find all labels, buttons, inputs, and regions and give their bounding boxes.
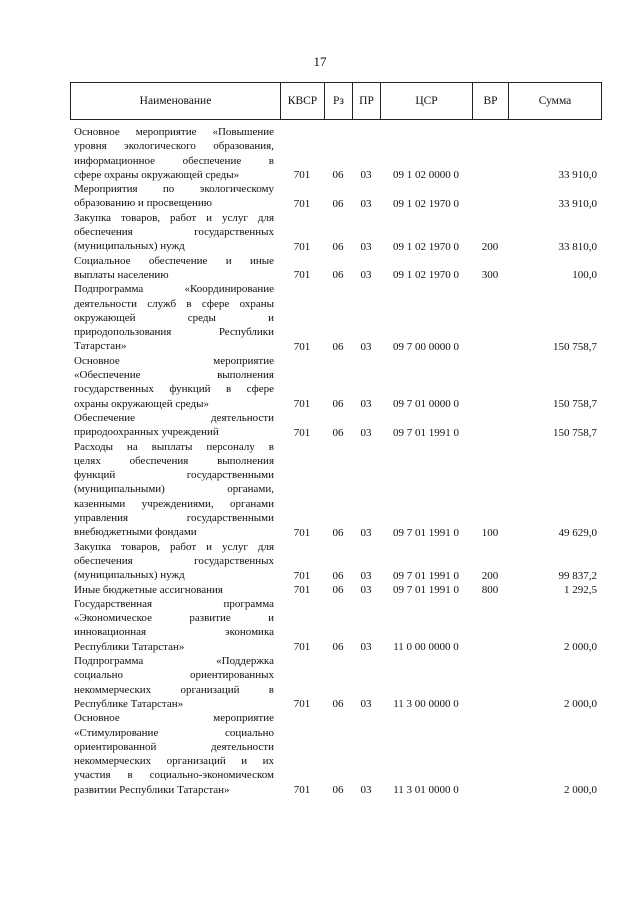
- cell-pr: 03: [360, 197, 372, 210]
- header-kvsr: КВСР: [281, 83, 325, 119]
- cell-vr: 100: [481, 526, 499, 539]
- cell-rz: 06: [332, 569, 344, 582]
- cell-csr: 11 3 01 0000 0: [393, 784, 459, 797]
- row-name: [74, 711, 274, 797]
- row-name-line: инновационная экономика: [74, 626, 274, 639]
- table-row: [70, 211, 600, 254]
- cell-kvsr: 701: [293, 397, 311, 410]
- cell-kvsr: 701: [293, 340, 311, 353]
- row-name-line: Закупка товаров, работ и услуг для: [74, 211, 274, 224]
- cell-rz: 06: [332, 269, 344, 282]
- row-name-line: Мероприятия по экологическому: [74, 183, 274, 196]
- cell-sum: 100,0: [572, 269, 597, 282]
- row-name-line: (муниципальных) нужд: [74, 569, 185, 582]
- cell-sum: 49 629,0: [558, 526, 597, 539]
- cell-rz: 06: [332, 426, 344, 439]
- header-rz: Рз: [325, 83, 353, 119]
- row-name-line: выплаты населению: [74, 268, 169, 281]
- cell-rz: 06: [332, 698, 344, 711]
- row-name-line: развитии Республики Татарстан»: [74, 783, 230, 796]
- row-name-line: природопользования Республики: [74, 326, 274, 339]
- row-name: [74, 654, 274, 711]
- row-name: [74, 354, 274, 411]
- row-name-line: «Стимулирование социально: [74, 726, 274, 739]
- table-row: [70, 711, 600, 797]
- cell-pr: 03: [360, 583, 372, 596]
- table-row: [70, 540, 600, 583]
- cell-csr: 09 1 02 1970 0: [393, 269, 459, 282]
- cell-rz: 06: [332, 397, 344, 410]
- cell-csr: 09 7 01 1991 0: [393, 426, 459, 439]
- cell-rz: 06: [332, 340, 344, 353]
- cell-pr: 03: [360, 240, 372, 253]
- cell-pr: 03: [360, 397, 372, 410]
- row-name: [74, 583, 274, 597]
- cell-pr: 03: [360, 784, 372, 797]
- cell-rz: 06: [332, 240, 344, 253]
- cell-sum: 150 758,7: [553, 426, 597, 439]
- row-name-line: «Обеспечение выполнения: [74, 369, 274, 382]
- cell-kvsr: 701: [293, 698, 311, 711]
- cell-kvsr: 701: [293, 526, 311, 539]
- cell-kvsr: 701: [293, 197, 311, 210]
- cell-vr: 200: [481, 240, 499, 253]
- row-name-line: уровня экологического образования,: [74, 140, 274, 153]
- table-row: [70, 440, 600, 540]
- row-name-line: социально ориентированных: [74, 669, 274, 682]
- cell-sum: 150 758,7: [553, 340, 597, 353]
- table-row: [70, 125, 600, 182]
- cell-pr: 03: [360, 269, 372, 282]
- row-name-line: Обеспечение деятельности: [74, 412, 274, 424]
- row-name: [74, 182, 274, 211]
- row-name-line: государственных функций в сфере: [74, 383, 274, 396]
- row-name-line: обеспечения государственных: [74, 226, 274, 239]
- cell-pr: 03: [360, 569, 372, 582]
- cell-sum: 33 810,0: [558, 240, 597, 253]
- row-name-line: «Экономическое развитие и: [74, 612, 274, 625]
- table-row: [70, 254, 600, 283]
- header-csr: ЦСР: [381, 83, 473, 119]
- table-row: [70, 354, 600, 411]
- cell-pr: 03: [360, 641, 372, 654]
- cell-csr: 09 7 01 0000 0: [393, 397, 459, 410]
- row-name-line: деятельности служб в сфере охраны: [74, 297, 274, 310]
- cell-kvsr: 701: [293, 641, 311, 654]
- row-name-line: природоохранных учреждений: [74, 426, 219, 439]
- row-name-line: казенными учреждениями, органами: [74, 497, 274, 510]
- cell-csr: 09 1 02 0000 0: [393, 169, 459, 182]
- header-pr: ПР: [353, 83, 381, 119]
- row-name-line: Татарстан»: [74, 340, 127, 353]
- cell-csr: 09 1 02 1970 0: [393, 197, 459, 210]
- row-name-line: Иные бюджетные ассигнования: [74, 583, 223, 596]
- row-name-line: Расходы на выплаты персоналу в: [74, 440, 274, 453]
- row-name-line: Основное мероприятие: [74, 354, 274, 367]
- cell-sum: 33 910,0: [558, 169, 597, 182]
- cell-csr: 11 3 00 0000 0: [393, 698, 459, 711]
- table-row: [70, 654, 600, 711]
- cell-rz: 06: [332, 526, 344, 539]
- cell-kvsr: 701: [293, 169, 311, 182]
- row-name: [74, 411, 274, 440]
- cell-rz: 06: [332, 641, 344, 654]
- cell-sum: 2 000,0: [564, 698, 597, 711]
- cell-csr: 09 7 01 1991 0: [393, 526, 459, 539]
- cell-vr: 300: [481, 269, 499, 282]
- cell-kvsr: 701: [293, 240, 311, 253]
- row-name-line: информационное обеспечение в: [74, 154, 274, 167]
- cell-pr: 03: [360, 426, 372, 439]
- row-name: [74, 540, 274, 583]
- cell-kvsr: 701: [293, 784, 311, 797]
- row-name-line: ориентированной деятельности: [74, 740, 274, 753]
- cell-sum: 33 910,0: [558, 197, 597, 210]
- row-name: [74, 597, 274, 654]
- cell-sum: 2 000,0: [564, 784, 597, 797]
- row-name: [74, 125, 274, 182]
- table-row: [70, 583, 600, 597]
- row-name: [74, 254, 274, 283]
- table-row: [70, 597, 600, 654]
- row-name-line: обеспечения государственных: [74, 554, 274, 567]
- table-row: [70, 182, 600, 211]
- row-name-line: Социальное обеспечение и иные: [74, 254, 274, 267]
- cell-csr: 09 7 01 1991 0: [393, 569, 459, 582]
- cell-sum: 99 837,2: [558, 569, 597, 582]
- row-name-line: образованию и просвещению: [74, 197, 212, 210]
- cell-pr: 03: [360, 169, 372, 182]
- row-name-line: внебюджетными фондами: [74, 526, 197, 539]
- row-name-line: некоммерческих организаций и их: [74, 755, 274, 768]
- row-name-line: Республики Татарстан»: [74, 640, 185, 653]
- cell-vr: 200: [481, 569, 499, 582]
- row-name-line: целях обеспечения выполнения: [74, 454, 274, 467]
- cell-sum: 150 758,7: [553, 397, 597, 410]
- row-name-line: сфере охраны окружающей среды»: [74, 168, 240, 181]
- row-name-line: (муниципальных) нужд: [74, 240, 185, 253]
- header-sum: Сумма: [538, 95, 572, 107]
- row-name-line: управления государственными: [74, 512, 274, 525]
- cell-sum: 1 292,5: [564, 583, 597, 596]
- cell-vr: 800: [481, 583, 499, 596]
- table-header: [70, 82, 602, 120]
- cell-kvsr: 701: [293, 426, 311, 439]
- cell-kvsr: 701: [293, 269, 311, 282]
- cell-pr: 03: [360, 698, 372, 711]
- cell-rz: 06: [332, 784, 344, 797]
- cell-csr: 09 1 02 1970 0: [393, 240, 459, 253]
- row-name-line: Основное мероприятие «Повышение: [74, 126, 274, 138]
- cell-kvsr: 701: [293, 583, 311, 596]
- cell-pr: 03: [360, 526, 372, 539]
- table-row: [70, 282, 600, 354]
- page-number: 17: [313, 54, 327, 69]
- row-name: [74, 440, 274, 540]
- row-name: [74, 211, 274, 254]
- cell-csr: 09 7 00 0000 0: [393, 340, 459, 353]
- row-name-line: охраны окружающей среды»: [74, 397, 209, 410]
- header-vr: ВР: [473, 83, 509, 119]
- row-name-line: окружающей среды и: [74, 311, 274, 324]
- row-name-line: Основное мероприятие: [74, 712, 274, 725]
- row-name-line: участия в социально-экономическом: [74, 769, 274, 782]
- row-name-line: Подпрограмма «Координирование: [74, 283, 274, 296]
- row-name-line: Подпрограмма «Поддержка: [74, 655, 274, 668]
- row-name-line: некоммерческих организаций в: [74, 683, 274, 696]
- row-name-line: (муниципальными) органами,: [74, 483, 274, 496]
- row-name-line: Государственная программа: [74, 597, 274, 610]
- row-name-line: Закупка товаров, работ и услуг для: [74, 540, 274, 553]
- header-name: Наименование: [71, 83, 281, 119]
- cell-pr: 03: [360, 340, 372, 353]
- cell-rz: 06: [332, 169, 344, 182]
- row-name-line: Республике Татарстан»: [74, 697, 184, 710]
- table-row: [70, 411, 600, 440]
- cell-rz: 06: [332, 197, 344, 210]
- cell-csr: 11 0 00 0000 0: [393, 641, 459, 654]
- cell-rz: 06: [332, 583, 344, 596]
- row-name-line: функций государственными: [74, 469, 274, 482]
- cell-csr: 09 7 01 1991 0: [393, 583, 459, 596]
- row-name: [74, 282, 274, 353]
- cell-kvsr: 701: [293, 569, 311, 582]
- cell-sum: 2 000,0: [564, 641, 597, 654]
